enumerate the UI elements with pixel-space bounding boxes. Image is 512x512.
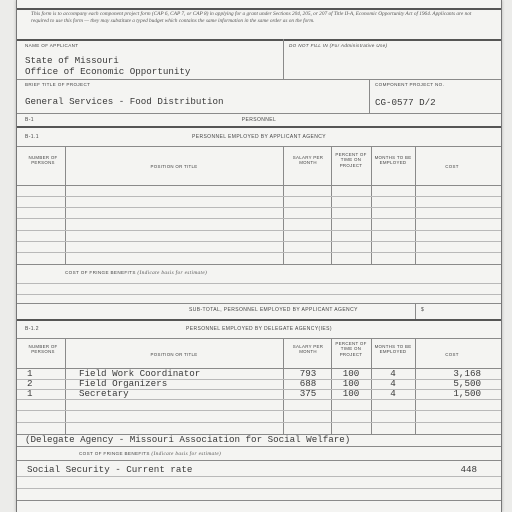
delegate-agency-note: (Delegate Agency - Missouri Association for Social Welfare) [25, 434, 351, 445]
b11-fringe-hint: (Indicate basis for estimate) [137, 270, 208, 276]
form-instructions: This form is to accompany each component project form (CAP 6, CAP 7, or CAP 8) in applying for a grant under Sections 204, 205, or 207 of Title II-A, Economic Opportunity Act of 1964. Applicants are not required to use this form — they may substitute a typed budget which contains the same information in the same order as on the form. [31, 11, 472, 24]
budget-form-page: This form is to accompany each component project form (CAP 6, CAP 7, or CAP 8) in applying for a grant under Sections 204, 205, or 207 of Title II-A, Economic Opportunity Act of 1964. Applicants are not required to use this form — they may substitute a typed budget which contains the same information in the same order as on the form. NAME OF APPLICANT DO NOT FILL IN (For Administrative Use) State of Missouri Office of Economic Opportunity BRIEF TITLE OF PROJECT COMPONENT PROJECT NO. General Services - Food Distribution CG-0577 D/2 B-1 PERSONNEL B-1.1 PERSONNEL EMPLOYED BY APPLICANT AGENCY NUMBER OF PERSONS POSITION OR TITLE SALARY PER MONTH PERCENT OF TIME ON PROJECT MONTHS TO BE EMPLOYED COST COST OF FRINGE BENEFITS (Indicate basis for estimate) SUB-TOTAL, PERSONNEL EMPLOYED BY APPLICANT AGENCY $ B-1.2 PERSONNEL EMPLOYED BY DELEGATE AGENCY(IES) NUMBER OF PERSONS POSITION OR TITLE SALARY PER MONTH PERCENT OF TIME ON PROJECT MONTHS TO BE EMPLOYED COST 1 Field Work Coordinator 793 100 4 3,168 2 Field Organizers 688 100 4 5,500 1 Secretary 375 100 4 1,500 (Delegate Agency - Missouri Association for Social Welfare) COST OF FRINGE BENEFITS (Indicate basis for estimate) Social Security - Current rate 448 [16, 0, 502, 512]
b12-col-position: POSITION OR TITLE [150, 352, 198, 357]
instructions-rule [17, 39, 501, 41]
component-no-label: COMPONENT PROJECT NO. [375, 82, 445, 87]
section-b12-code: B-1.2 [25, 326, 39, 332]
b11-subtotal-label: SUB-TOTAL, PERSONNEL EMPLOYED BY APPLICANT AGENCY [189, 307, 358, 313]
b11-subtotal-currency: $ [421, 307, 425, 313]
b11-col-position: POSITION OR TITLE [150, 164, 198, 169]
b12-col-salary: SALARY PER MONTH [292, 344, 324, 355]
section-b11-title: PERSONNEL EMPLOYED BY APPLICANT AGENCY [191, 134, 327, 140]
section-b12-title: PERSONNEL EMPLOYED BY DELEGATE AGENCY(IES) [186, 326, 332, 332]
b12-fringe-hint: (Indicate basis for estimate) [151, 451, 222, 457]
applicant-name-line2: Office of Economic Opportunity [25, 66, 191, 77]
b12-fringe-label: COST OF FRINGE BENEFITS [79, 451, 150, 456]
applicant-name-line1: State of Missouri [25, 55, 119, 66]
b12-col-months: MONTHS TO BE EMPLOYED [374, 344, 412, 355]
component-no-value: CG-0577 D/2 [375, 97, 436, 108]
b12-fringe-cost: 448 [460, 464, 477, 475]
b11-col-number: NUMBER OF PERSONS [28, 155, 58, 166]
brief-title-value: General Services - Food Distribution [25, 96, 224, 107]
applicant-label: NAME OF APPLICANT [25, 43, 79, 48]
b11-col-cost: COST [445, 164, 459, 169]
brief-title-label: BRIEF TITLE OF PROJECT [25, 82, 91, 87]
b12-col-cost: COST [445, 352, 459, 357]
b11-col-months: MONTHS TO BE EMPLOYED [374, 155, 412, 166]
top-rule [17, 8, 501, 10]
b12-fringe-item: Social Security - Current rate [27, 464, 193, 475]
b11-fringe-label: COST OF FRINGE BENEFITS [65, 270, 136, 275]
section-b11-code: B-1.1 [25, 134, 39, 140]
admin-use-label: DO NOT FILL IN (For Administrative Use) [289, 43, 388, 48]
b11-col-percent: PERCENT OF TIME ON PROJECT [335, 152, 367, 168]
b12-col-number: NUMBER OF PERSONS [28, 344, 58, 355]
b12-col-percent: PERCENT OF TIME ON PROJECT [335, 341, 367, 357]
section-b1-code: B-1 [25, 117, 34, 123]
b11-col-salary: SALARY PER MONTH [292, 155, 324, 166]
section-b1-title: PERSONNEL [241, 117, 277, 123]
